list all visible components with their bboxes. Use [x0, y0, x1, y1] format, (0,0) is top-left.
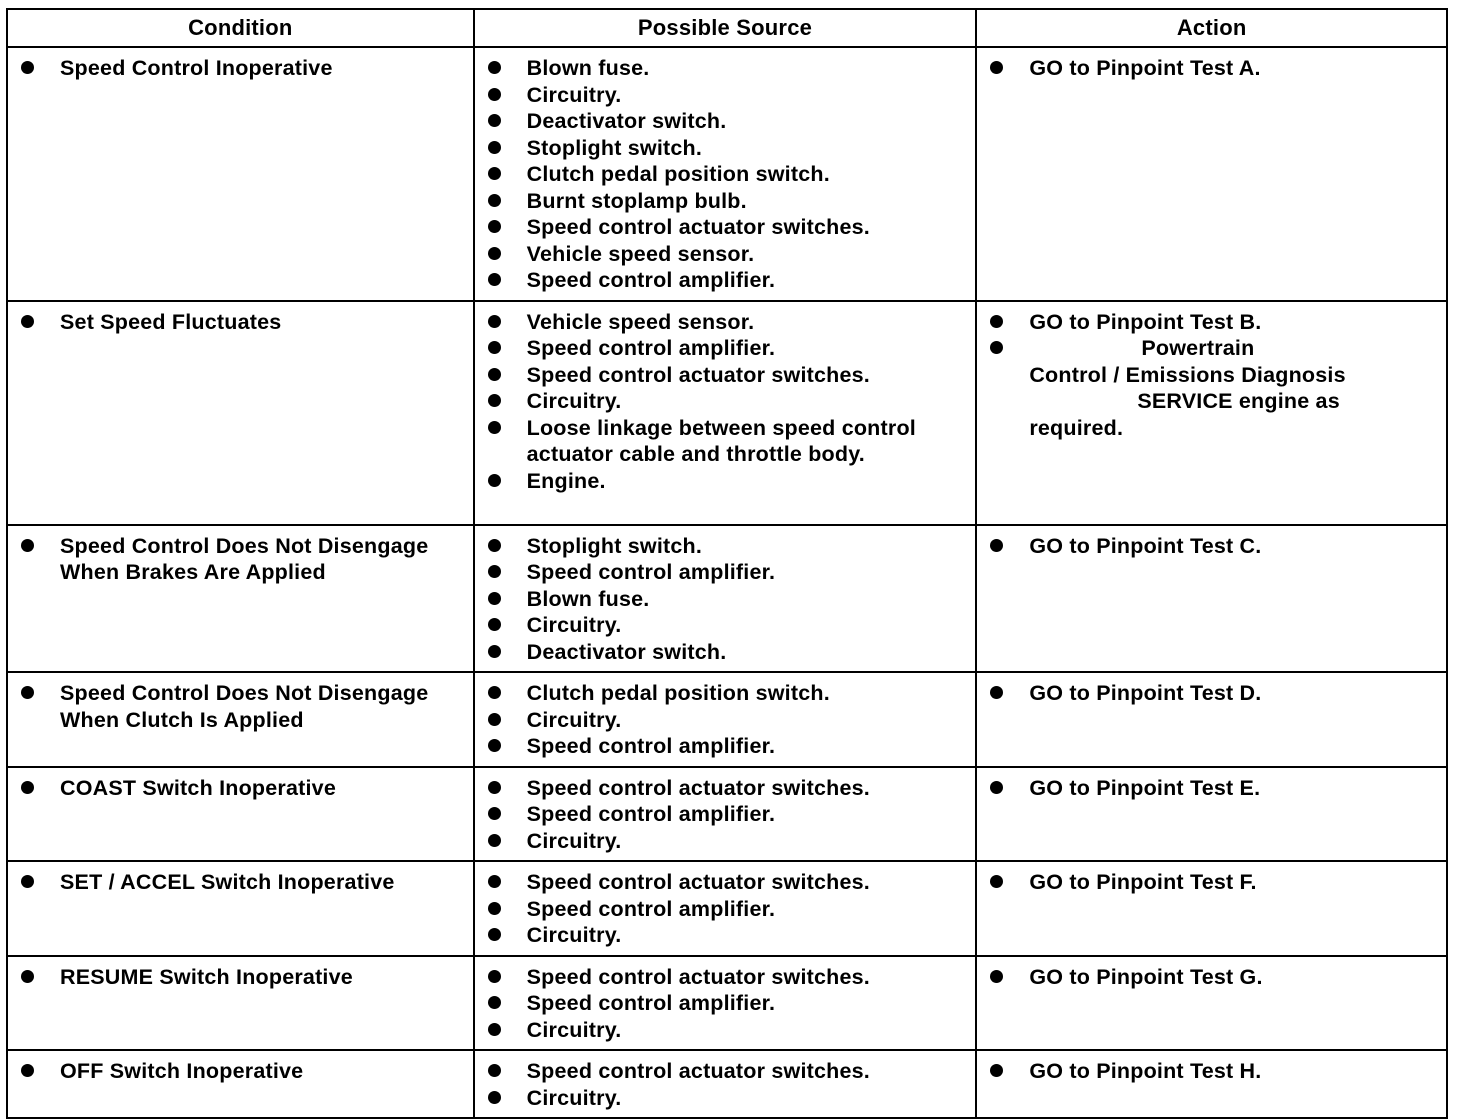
bullet-icon — [488, 368, 501, 381]
list-item — [977, 55, 1438, 82]
bullet-icon — [488, 902, 501, 915]
action-cell — [976, 956, 1447, 1051]
list-item — [475, 707, 968, 734]
list-item — [475, 586, 968, 613]
bullet-icon — [488, 247, 501, 260]
bullet-icon — [488, 875, 501, 888]
source-text: Speed control amplifier. — [526, 560, 776, 584]
bullet-icon — [21, 875, 34, 888]
list-item — [8, 309, 465, 336]
source-text: Circuitry. — [526, 923, 622, 947]
bullet-icon — [990, 970, 1003, 983]
bullet-icon — [488, 220, 501, 233]
list-item — [475, 990, 968, 1017]
source-cell — [474, 956, 977, 1051]
list-item — [475, 161, 968, 188]
list-item — [475, 801, 968, 828]
source-cell — [474, 301, 977, 525]
source-text: Speed control amplifier. — [526, 896, 776, 921]
list-item — [8, 869, 465, 896]
diagnosis-table — [6, 8, 1448, 1119]
list-item — [475, 1085, 968, 1112]
table-row — [7, 47, 1447, 301]
condition-cell — [7, 47, 474, 301]
list-item — [475, 639, 968, 666]
list-item — [475, 680, 968, 707]
condition-text: Speed Control Does Not Disengage When Clutch Is Applied — [60, 681, 429, 732]
condition-text: Speed Control Inoperative — [60, 56, 333, 80]
source-text: Speed control actuator switches. — [526, 964, 870, 989]
list-item — [475, 733, 968, 760]
source-text: Loose linkage between speed control actuator cable and throttle body. — [526, 415, 916, 466]
action-text: Control / Emissions Diagnosis — [1029, 362, 1346, 387]
bullet-icon — [488, 970, 501, 983]
bullet-icon — [488, 1064, 501, 1077]
action-cell — [976, 767, 1447, 862]
list-item — [977, 775, 1438, 802]
source-text: Deactivator switch. — [526, 639, 727, 664]
bullet-icon — [488, 421, 501, 434]
list-item — [475, 362, 968, 389]
action-cell — [976, 1050, 1447, 1118]
bullet-icon — [990, 875, 1003, 888]
action-cell — [976, 861, 1447, 956]
source-text: Speed control actuator switches. — [526, 1059, 870, 1083]
condition-text: OFF Switch Inoperative — [60, 1059, 304, 1083]
source-text: Circuitry. — [526, 82, 622, 107]
bullet-icon — [488, 167, 501, 180]
action-text: GO to Pinpoint Test D. — [1029, 681, 1262, 705]
header-action: Action — [976, 9, 1447, 47]
list-item — [977, 309, 1438, 336]
list-item — [475, 468, 968, 495]
bullet-icon — [488, 141, 501, 154]
bullet-icon — [488, 61, 501, 74]
bullet-icon — [990, 686, 1003, 699]
source-text: Clutch pedal position switch. — [526, 162, 830, 186]
list-item — [475, 267, 968, 294]
list-item — [8, 1058, 465, 1085]
list-item — [977, 680, 1438, 707]
action-text: GO to Pinpoint Test A. — [1029, 56, 1261, 80]
bullet-icon — [488, 273, 501, 286]
list-item — [475, 775, 968, 802]
header-row — [7, 9, 1447, 47]
bullet-icon — [21, 61, 34, 74]
list-item — [475, 612, 968, 639]
source-cell — [474, 767, 977, 862]
source-text: Circuitry. — [526, 389, 622, 413]
bullet-icon — [488, 713, 501, 726]
source-text: Stoplight switch. — [526, 533, 703, 558]
bullet-icon — [21, 315, 34, 328]
condition-text: RESUME Switch Inoperative — [60, 964, 353, 989]
source-text: Circuitry. — [526, 707, 622, 732]
bullet-icon — [21, 686, 34, 699]
source-text: Clutch pedal position switch. — [526, 681, 830, 705]
source-text: Speed control actuator switches. — [526, 362, 870, 387]
action-text: SERVICE engine as — [1137, 389, 1340, 413]
list-item — [475, 55, 968, 82]
list-item — [475, 828, 968, 855]
source-text: Speed control amplifier. — [526, 802, 776, 826]
table-row — [7, 956, 1447, 1051]
list-item — [977, 964, 1438, 991]
action-text: GO to Pinpoint Test F. — [1029, 870, 1257, 894]
table-row — [7, 301, 1447, 525]
list-item — [475, 82, 968, 109]
list-item — [977, 335, 1438, 441]
list-item — [475, 896, 968, 923]
bullet-icon — [21, 1064, 34, 1077]
list-item — [475, 415, 968, 468]
condition-cell — [7, 525, 474, 673]
action-cell — [976, 525, 1447, 673]
table-row — [7, 525, 1447, 673]
bullet-icon — [990, 341, 1003, 354]
bullet-icon — [488, 996, 501, 1009]
action-text: GO to Pinpoint Test G. — [1029, 964, 1263, 989]
bullet-icon — [990, 539, 1003, 552]
bullet-icon — [21, 781, 34, 794]
condition-text: COAST Switch Inoperative — [60, 775, 336, 800]
list-item — [475, 214, 968, 241]
bullet-icon — [488, 686, 501, 699]
list-item — [8, 964, 465, 991]
bullet-icon — [488, 781, 501, 794]
table-row — [7, 672, 1447, 767]
source-text: Blown fuse. — [526, 56, 650, 80]
bullet-icon — [488, 539, 501, 552]
list-item — [475, 241, 968, 268]
condition-cell — [7, 861, 474, 956]
list-item — [475, 964, 968, 991]
action-text: GO to Pinpoint Test C. — [1029, 533, 1262, 558]
bullet-icon — [990, 781, 1003, 794]
source-cell — [474, 47, 977, 301]
list-item — [475, 559, 968, 586]
table-row — [7, 1050, 1447, 1118]
source-cell — [474, 672, 977, 767]
bullet-icon — [488, 928, 501, 941]
bullet-icon — [990, 61, 1003, 74]
bullet-icon — [488, 194, 501, 207]
bullet-icon — [488, 315, 501, 328]
list-item — [475, 1017, 968, 1044]
source-cell — [474, 525, 977, 673]
source-text: Circuitry. — [526, 1085, 622, 1110]
condition-text: Speed Control Does Not Disengage When Brakes Are Applied — [60, 533, 429, 584]
source-text: Speed control amplifier. — [526, 268, 776, 292]
table-row — [7, 767, 1447, 862]
action-text: GO to Pinpoint Test H. — [1029, 1059, 1262, 1083]
bullet-icon — [488, 645, 501, 658]
action-text: required. — [1029, 415, 1124, 440]
table-row — [7, 861, 1447, 956]
source-text: Speed control amplifier. — [526, 336, 776, 360]
action-cell — [976, 47, 1447, 301]
condition-cell — [7, 672, 474, 767]
bullet-icon — [488, 739, 501, 752]
bullet-icon — [990, 1064, 1003, 1077]
bullet-icon — [990, 315, 1003, 328]
condition-text: Set Speed Fluctuates — [60, 309, 282, 334]
source-text: Engine. — [526, 468, 606, 493]
list-item — [475, 188, 968, 215]
bullet-icon — [488, 807, 501, 820]
list-item — [475, 309, 968, 336]
source-text: Vehicle speed sensor. — [526, 241, 755, 266]
list-item — [8, 55, 465, 82]
bullet-icon — [488, 341, 501, 354]
list-item — [475, 388, 968, 415]
list-item — [977, 533, 1438, 560]
source-text: Stoplight switch. — [526, 135, 703, 160]
list-item — [8, 680, 465, 733]
bullet-icon — [21, 970, 34, 983]
list-item — [475, 533, 968, 560]
condition-cell — [7, 767, 474, 862]
bullet-icon — [488, 114, 501, 127]
bullet-icon — [488, 474, 501, 487]
source-text: Circuitry. — [526, 613, 622, 637]
source-text: Speed control actuator switches. — [526, 775, 870, 800]
condition-cell — [7, 301, 474, 525]
condition-cell — [7, 956, 474, 1051]
source-text: Burnt stoplamp bulb. — [526, 188, 747, 213]
bullet-icon — [488, 565, 501, 578]
condition-cell — [7, 1050, 474, 1118]
source-text: Speed control amplifier. — [526, 734, 776, 758]
source-text: Speed control actuator switches. — [526, 215, 870, 239]
action-cell — [976, 301, 1447, 525]
bullet-icon — [488, 88, 501, 101]
bullet-icon — [21, 539, 34, 552]
action-text: GO to Pinpoint Test E. — [1029, 775, 1261, 800]
list-item — [475, 869, 968, 896]
source-text: Speed control amplifier. — [526, 991, 776, 1015]
source-text: Vehicle speed sensor. — [526, 309, 755, 334]
source-text: Speed control actuator switches. — [526, 870, 870, 894]
source-text: Circuitry. — [526, 1017, 622, 1042]
list-item — [977, 1058, 1438, 1085]
list-item — [475, 922, 968, 949]
list-item — [475, 1058, 968, 1085]
list-item — [475, 335, 968, 362]
list-item — [977, 869, 1438, 896]
bullet-icon — [488, 834, 501, 847]
bullet-icon — [488, 394, 501, 407]
bullet-icon — [488, 1023, 501, 1036]
header-condition: Condition — [7, 9, 474, 47]
list-item — [475, 135, 968, 162]
source-cell — [474, 861, 977, 956]
source-text: Circuitry. — [526, 828, 622, 853]
action-cell — [976, 672, 1447, 767]
source-cell — [474, 1050, 977, 1118]
list-item — [8, 775, 465, 802]
action-text: Powertrain — [1141, 336, 1255, 360]
source-text: Blown fuse. — [526, 586, 650, 611]
list-item — [8, 533, 465, 586]
source-text: Deactivator switch. — [526, 109, 727, 133]
header-possible-source: Possible Source — [474, 9, 977, 47]
list-item — [475, 108, 968, 135]
condition-text: SET / ACCEL Switch Inoperative — [60, 870, 395, 894]
bullet-icon — [488, 592, 501, 605]
bullet-icon — [488, 618, 501, 631]
action-text: GO to Pinpoint Test B. — [1029, 309, 1262, 334]
